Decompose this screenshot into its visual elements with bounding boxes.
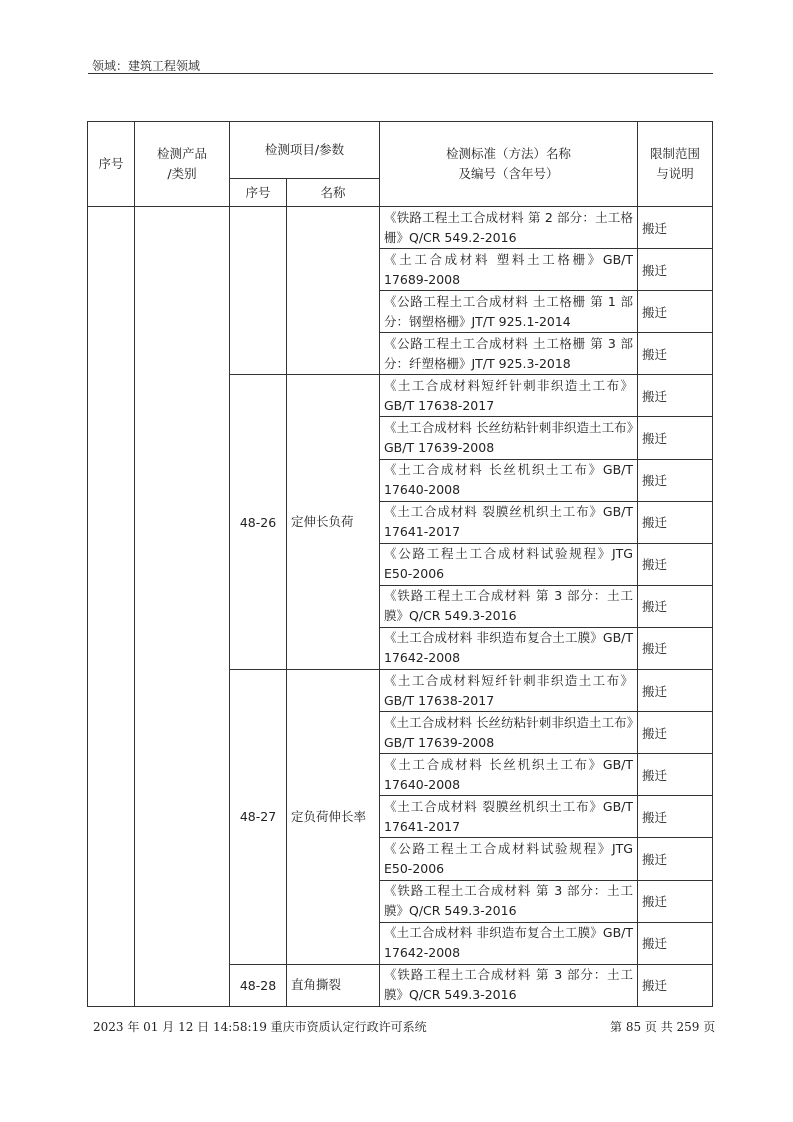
standard-cell: 《铁路工程土工合成材料 第 3 部分：土工膜》Q/CR 549.3-2016 [380, 585, 638, 627]
footer-timestamp-system: 2023 年 01 月 12 日 14:58:19 重庆市资质认定行政许可系统 [93, 1020, 427, 1034]
limit-cell: 搬迁 [638, 880, 713, 922]
limit-cell: 搬迁 [638, 670, 713, 712]
table-row [88, 207, 713, 249]
header-divider [88, 73, 713, 74]
header-limit: 限制范围 与说明 [638, 122, 713, 207]
item-name-cell [287, 207, 380, 375]
header-product: 检测产品 /类别 [135, 122, 230, 207]
standard-cell: 《公路工程土工合成材料 土工格栅 第 1 部分：钢塑格栅》JT/T 925.1-2014 [380, 291, 638, 333]
header-item: 检测项目/参数 [230, 122, 380, 179]
item-name-cell: 定伸长负荷 [287, 375, 380, 670]
item-name-cell: 定负荷伸长率 [287, 670, 380, 965]
limit-cell: 搬迁 [638, 838, 713, 880]
standard-cell: 《土工合成材料 非织造布复合土工膜》GB/T 17642-2008 [380, 627, 638, 669]
seq-cell [88, 207, 135, 1007]
table-header [88, 122, 713, 207]
table-body [88, 207, 713, 1007]
header-item-name: 名称 [287, 179, 380, 207]
standard-cell: 《公路工程土工合成材料试验规程》JTG E50-2006 [380, 543, 638, 585]
product-cell [135, 207, 230, 1007]
standard-cell: 《土工合成材料 裂膜丝机织土工布》GB/T 17641-2017 [380, 796, 638, 838]
item-seq-cell: 48-27 [230, 670, 287, 965]
limit-cell: 搬迁 [638, 543, 713, 585]
item-seq-cell: 48-28 [230, 964, 287, 1006]
limit-cell: 搬迁 [638, 249, 713, 291]
limit-cell: 搬迁 [638, 501, 713, 543]
standard-cell: 《铁路工程土工合成材料 第 3 部分：土工膜》Q/CR 549.3-2016 [380, 880, 638, 922]
header-seq: 序号 [88, 122, 135, 207]
limit-cell: 搬迁 [638, 207, 713, 249]
standard-cell: 《铁路工程土工合成材料 第 3 部分：土工膜》Q/CR 549.3-2016 [380, 964, 638, 1006]
item-seq-cell: 48-26 [230, 375, 287, 670]
standard-cell: 《土工合成材料短纤针刺非织造土工布》GB/T 17638-2017 [380, 375, 638, 417]
footer-page-number: 第 85 页 共 259 页 [610, 1020, 716, 1034]
standard-cell: 《土工合成材料短纤针刺非织造土工布》GB/T 17638-2017 [380, 670, 638, 712]
standard-cell: 《土工合成材料 长丝纺粘针刺非织造土工布》GB/T 17639-2008 [380, 417, 638, 459]
standards-table [87, 121, 713, 1007]
standard-cell: 《土工合成材料 非织造布复合土工膜》GB/T 17642-2008 [380, 922, 638, 964]
standard-cell: 《公路工程土工合成材料试验规程》JTG E50-2006 [380, 838, 638, 880]
limit-cell: 搬迁 [638, 922, 713, 964]
limit-cell: 搬迁 [638, 333, 713, 375]
standard-cell: 《土工合成材料 长丝纺粘针刺非织造土工布》GB/T 17639-2008 [380, 712, 638, 754]
standard-cell: 《土工合成材料 塑料土工格栅》GB/T 17689-2008 [380, 249, 638, 291]
limit-cell: 搬迁 [638, 754, 713, 796]
item-name-cell: 直角撕裂 [287, 964, 380, 1006]
limit-cell: 搬迁 [638, 585, 713, 627]
standard-cell: 《土工合成材料 长丝机织土工布》GB/T 17640-2008 [380, 459, 638, 501]
limit-cell: 搬迁 [638, 375, 713, 417]
footer-divider [88, 1006, 713, 1007]
standard-cell: 《公路工程土工合成材料 土工格栅 第 3 部分：纤塑格栅》JT/T 925.3-2018 [380, 333, 638, 375]
standard-cell: 《土工合成材料 长丝机织土工布》GB/T 17640-2008 [380, 754, 638, 796]
limit-cell: 搬迁 [638, 964, 713, 1006]
page-header-domain: 领域：建筑工程领域 [92, 59, 201, 73]
item-seq-cell [230, 207, 287, 375]
limit-cell: 搬迁 [638, 627, 713, 669]
standard-cell: 《土工合成材料 裂膜丝机织土工布》GB/T 17641-2017 [380, 501, 638, 543]
standard-cell: 《铁路工程土工合成材料 第 2 部分：土工格栅》Q/CR 549.2-2016 [380, 207, 638, 249]
limit-cell: 搬迁 [638, 459, 713, 501]
header-standard: 检测标准（方法）名称 及编号（含年号） [380, 122, 638, 207]
limit-cell: 搬迁 [638, 417, 713, 459]
limit-cell: 搬迁 [638, 796, 713, 838]
limit-cell: 搬迁 [638, 291, 713, 333]
header-item-seq: 序号 [230, 179, 287, 207]
limit-cell: 搬迁 [638, 712, 713, 754]
